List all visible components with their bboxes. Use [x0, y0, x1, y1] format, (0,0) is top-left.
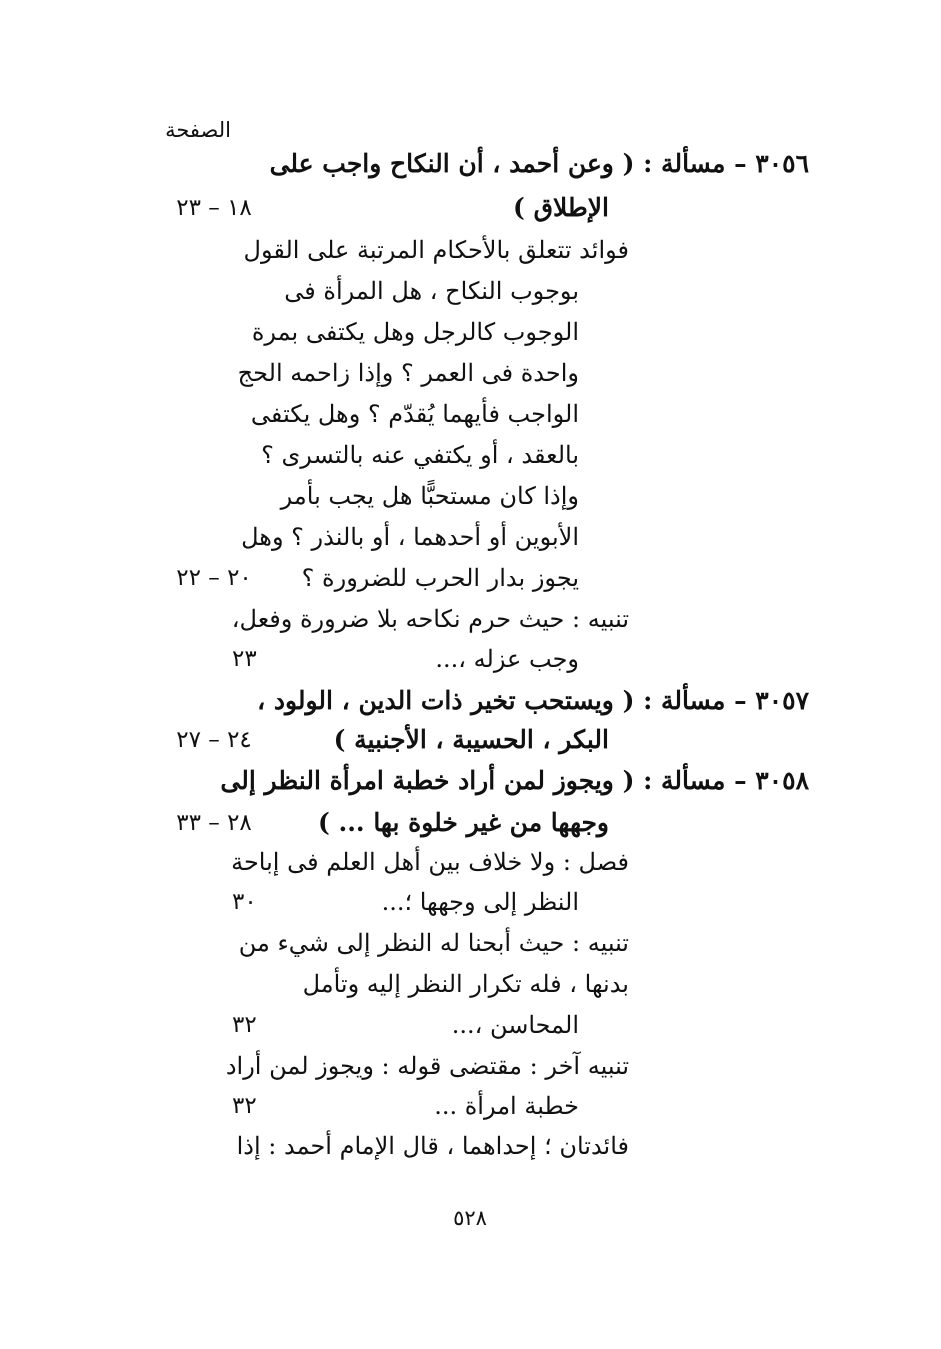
- page-reference: ٢٤ – ٢٧: [176, 727, 252, 753]
- entry-heading-line: ٣٠٥٧ – مسألة : ( ويستحب تخير ذات الدين ، الولود ،: [257, 686, 809, 715]
- page-reference: ٢٨ – ٣٣: [176, 810, 252, 836]
- entry-heading-line: الإطلاق ): [513, 193, 609, 222]
- entry-heading-line: ٣٠٥٨ – مسألة : ( ويجوز لمن أراد خطبة امرأة النظر إلى: [220, 766, 809, 795]
- page-reference: ٣٢: [232, 1012, 257, 1038]
- column-header-page: الصفحة: [165, 118, 231, 142]
- entry-subtopic-line: بدنها ، فله تكرار النظر إليه وتأمل: [302, 970, 629, 998]
- entry-subtopic-line: وإذا كان مستحبًّا هل يجب بأمر: [280, 482, 579, 510]
- entry-subtopic-line: فوائد تتعلق بالأحكام المرتبة على القول: [243, 236, 629, 264]
- entry-subtopic-line: وجب عزله ،...: [435, 645, 579, 673]
- entry-heading-line: ٣٠٥٦ – مسألة : ( وعن أحمد ، أن النكاح واجب على: [269, 149, 809, 178]
- entry-subtopic-line: يجوز بدار الحرب للضرورة ؟: [301, 564, 579, 592]
- entry-subtopic-line: الوجوب كالرجل وهل يكتفى بمرة: [251, 318, 579, 346]
- entry-subtopic-line: خطبة امرأة ...: [434, 1092, 579, 1120]
- page-reference: ٣٠: [232, 889, 257, 915]
- page-reference: ١٨ – ٢٣: [176, 195, 252, 221]
- page-reference: ٢٠ – ٢٢: [176, 565, 252, 591]
- entry-subtopic-line: النظر إلى وجهها ؛...: [381, 888, 579, 916]
- page-number: ٥٢٨: [453, 1206, 487, 1230]
- entry-subtopic-line: الواجب فأيهما يُقدّم ؟ وهل يكتفى: [250, 400, 579, 428]
- page-reference: ٢٣: [232, 646, 257, 672]
- entry-subtopic-line: تنبيه : حيث أبحنا له النظر إلى شيء من: [238, 929, 629, 957]
- entry-subtopic-line: تنبيه آخر : مقتضى قوله : ويجوز لمن أراد: [225, 1052, 629, 1080]
- entry-subtopic-line: بالعقد ، أو يكتفي عنه بالتسرى ؟: [261, 441, 579, 469]
- entry-subtopic-line: فصل : ولا خلاف بين أهل العلم فى إباحة: [231, 848, 629, 876]
- entry-subtopic-line: تنبيه : حيث حرم نكاحه بلا ضرورة وفعل،: [231, 605, 629, 633]
- entry-heading-line: البكر ، الحسيبة ، الأجنبية ): [333, 725, 609, 754]
- entry-heading-line: وجهها من غير خلوة بها ... ): [317, 808, 609, 837]
- entry-subtopic-line: المحاسن ،...: [451, 1011, 579, 1039]
- entry-subtopic-line: فائدتان ؛ إحداهما ، قال الإمام أحمد : إذا: [236, 1132, 629, 1160]
- entry-subtopic-line: واحدة فى العمر ؟ وإذا زاحمه الحج: [237, 359, 579, 387]
- page-reference: ٣٢: [232, 1093, 257, 1119]
- entry-subtopic-line: بوجوب النكاح ، هل المرأة فى: [284, 277, 579, 305]
- entry-subtopic-line: الأبوين أو أحدهما ، أو بالنذر ؟ وهل: [241, 523, 579, 551]
